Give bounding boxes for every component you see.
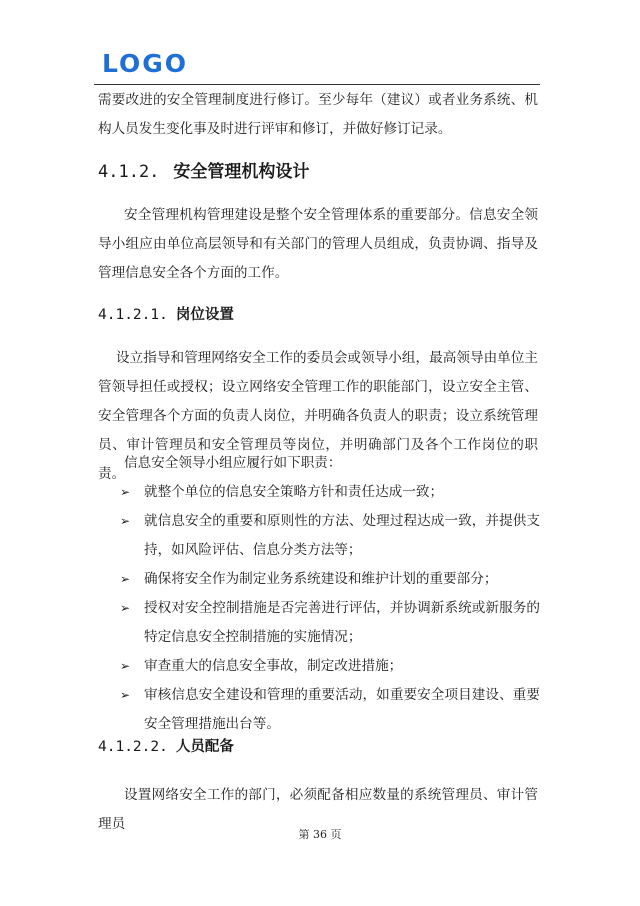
duty-list xyxy=(120,478,540,739)
section-heading xyxy=(98,157,309,187)
header-rule xyxy=(94,84,540,85)
arrow-bullet-icon: ➢ xyxy=(120,485,131,499)
arrow-bullet-icon: ➢ xyxy=(120,514,131,528)
subsection-paragraph-2: 设置网络安全工作的部门，必须配备相应数量的系统管理员、审计管理员 xyxy=(98,787,538,832)
list-item: ➢ 审核信息安全建设和管理的重要活动，如重要安全项目建设、重要安全管理措施出台等。 xyxy=(120,681,540,739)
arrow-bullet-icon: ➢ xyxy=(120,572,131,586)
subsection-heading-1 xyxy=(98,301,234,329)
list-item: ➢ 就整个单位的信息安全策略方针和责任达成一致； xyxy=(120,478,540,507)
logo: LOGO xyxy=(102,49,189,78)
page-number: 第 36 页 xyxy=(298,828,342,841)
subsection-paragraph-1: 设立指导和管理网络安全工作的委员会或领导小组，最高领导由单位主管领导担任或授权；设立网络安全管理工作的职能部门，设立安全主管、安全管理各个方面的负责人岗位，并明确各负责人的职责；设立系统管理员、审计管理员和安全管理员等岗位，并明确部门及各个工作岗位的职责。 xyxy=(98,350,538,482)
list-item: ➢ 确保将安全作为制定业务系统建设和维护计划的重要部分； xyxy=(120,565,540,594)
arrow-bullet-icon: ➢ xyxy=(120,688,131,702)
arrow-bullet-icon: ➢ xyxy=(120,659,131,673)
subsection-number-1: 4.1.2.1. xyxy=(98,307,168,323)
list-item: ➢ 授权对安全控制措施是否完善进行评估，并协调新系统或新服务的特定信息安全控制措施的实施情况； xyxy=(120,594,540,652)
subsection-heading-2 xyxy=(98,733,234,761)
section-number: 4.1.2. xyxy=(98,162,160,182)
intro-paragraph: 需要改进的安全管理制度进行修订。至少每年（建议）或者业务系统、机构人员发生变化事及时进行评审和修订，并做好修订记录。 xyxy=(98,92,538,137)
list-item: ➢ 审查重大的信息安全事故，制定改进措施； xyxy=(120,652,540,681)
list-item: ➢ 就信息安全的重要和原则性的方法、处理过程达成一致，并提供支持，如风险评估、信息分类方法等； xyxy=(120,507,540,565)
subsection-title-1: 岗位设置 xyxy=(175,306,234,323)
section-paragraph: 安全管理机构管理建设是整个安全管理体系的重要部分。信息安全领导小组应由单位高层领导和有关部门的管理人员组成，负责协调、指导及管理信息安全各个方面的工作。 xyxy=(98,207,538,281)
list-intro: 信息安全领导小组应履行如下职责： xyxy=(124,455,342,471)
subsection-title-2: 人员配备 xyxy=(175,738,234,755)
arrow-bullet-icon: ➢ xyxy=(120,601,131,615)
section-title: 安全管理机构设计 xyxy=(173,162,310,182)
subsection-number-2: 4.1.2.2. xyxy=(98,739,168,755)
